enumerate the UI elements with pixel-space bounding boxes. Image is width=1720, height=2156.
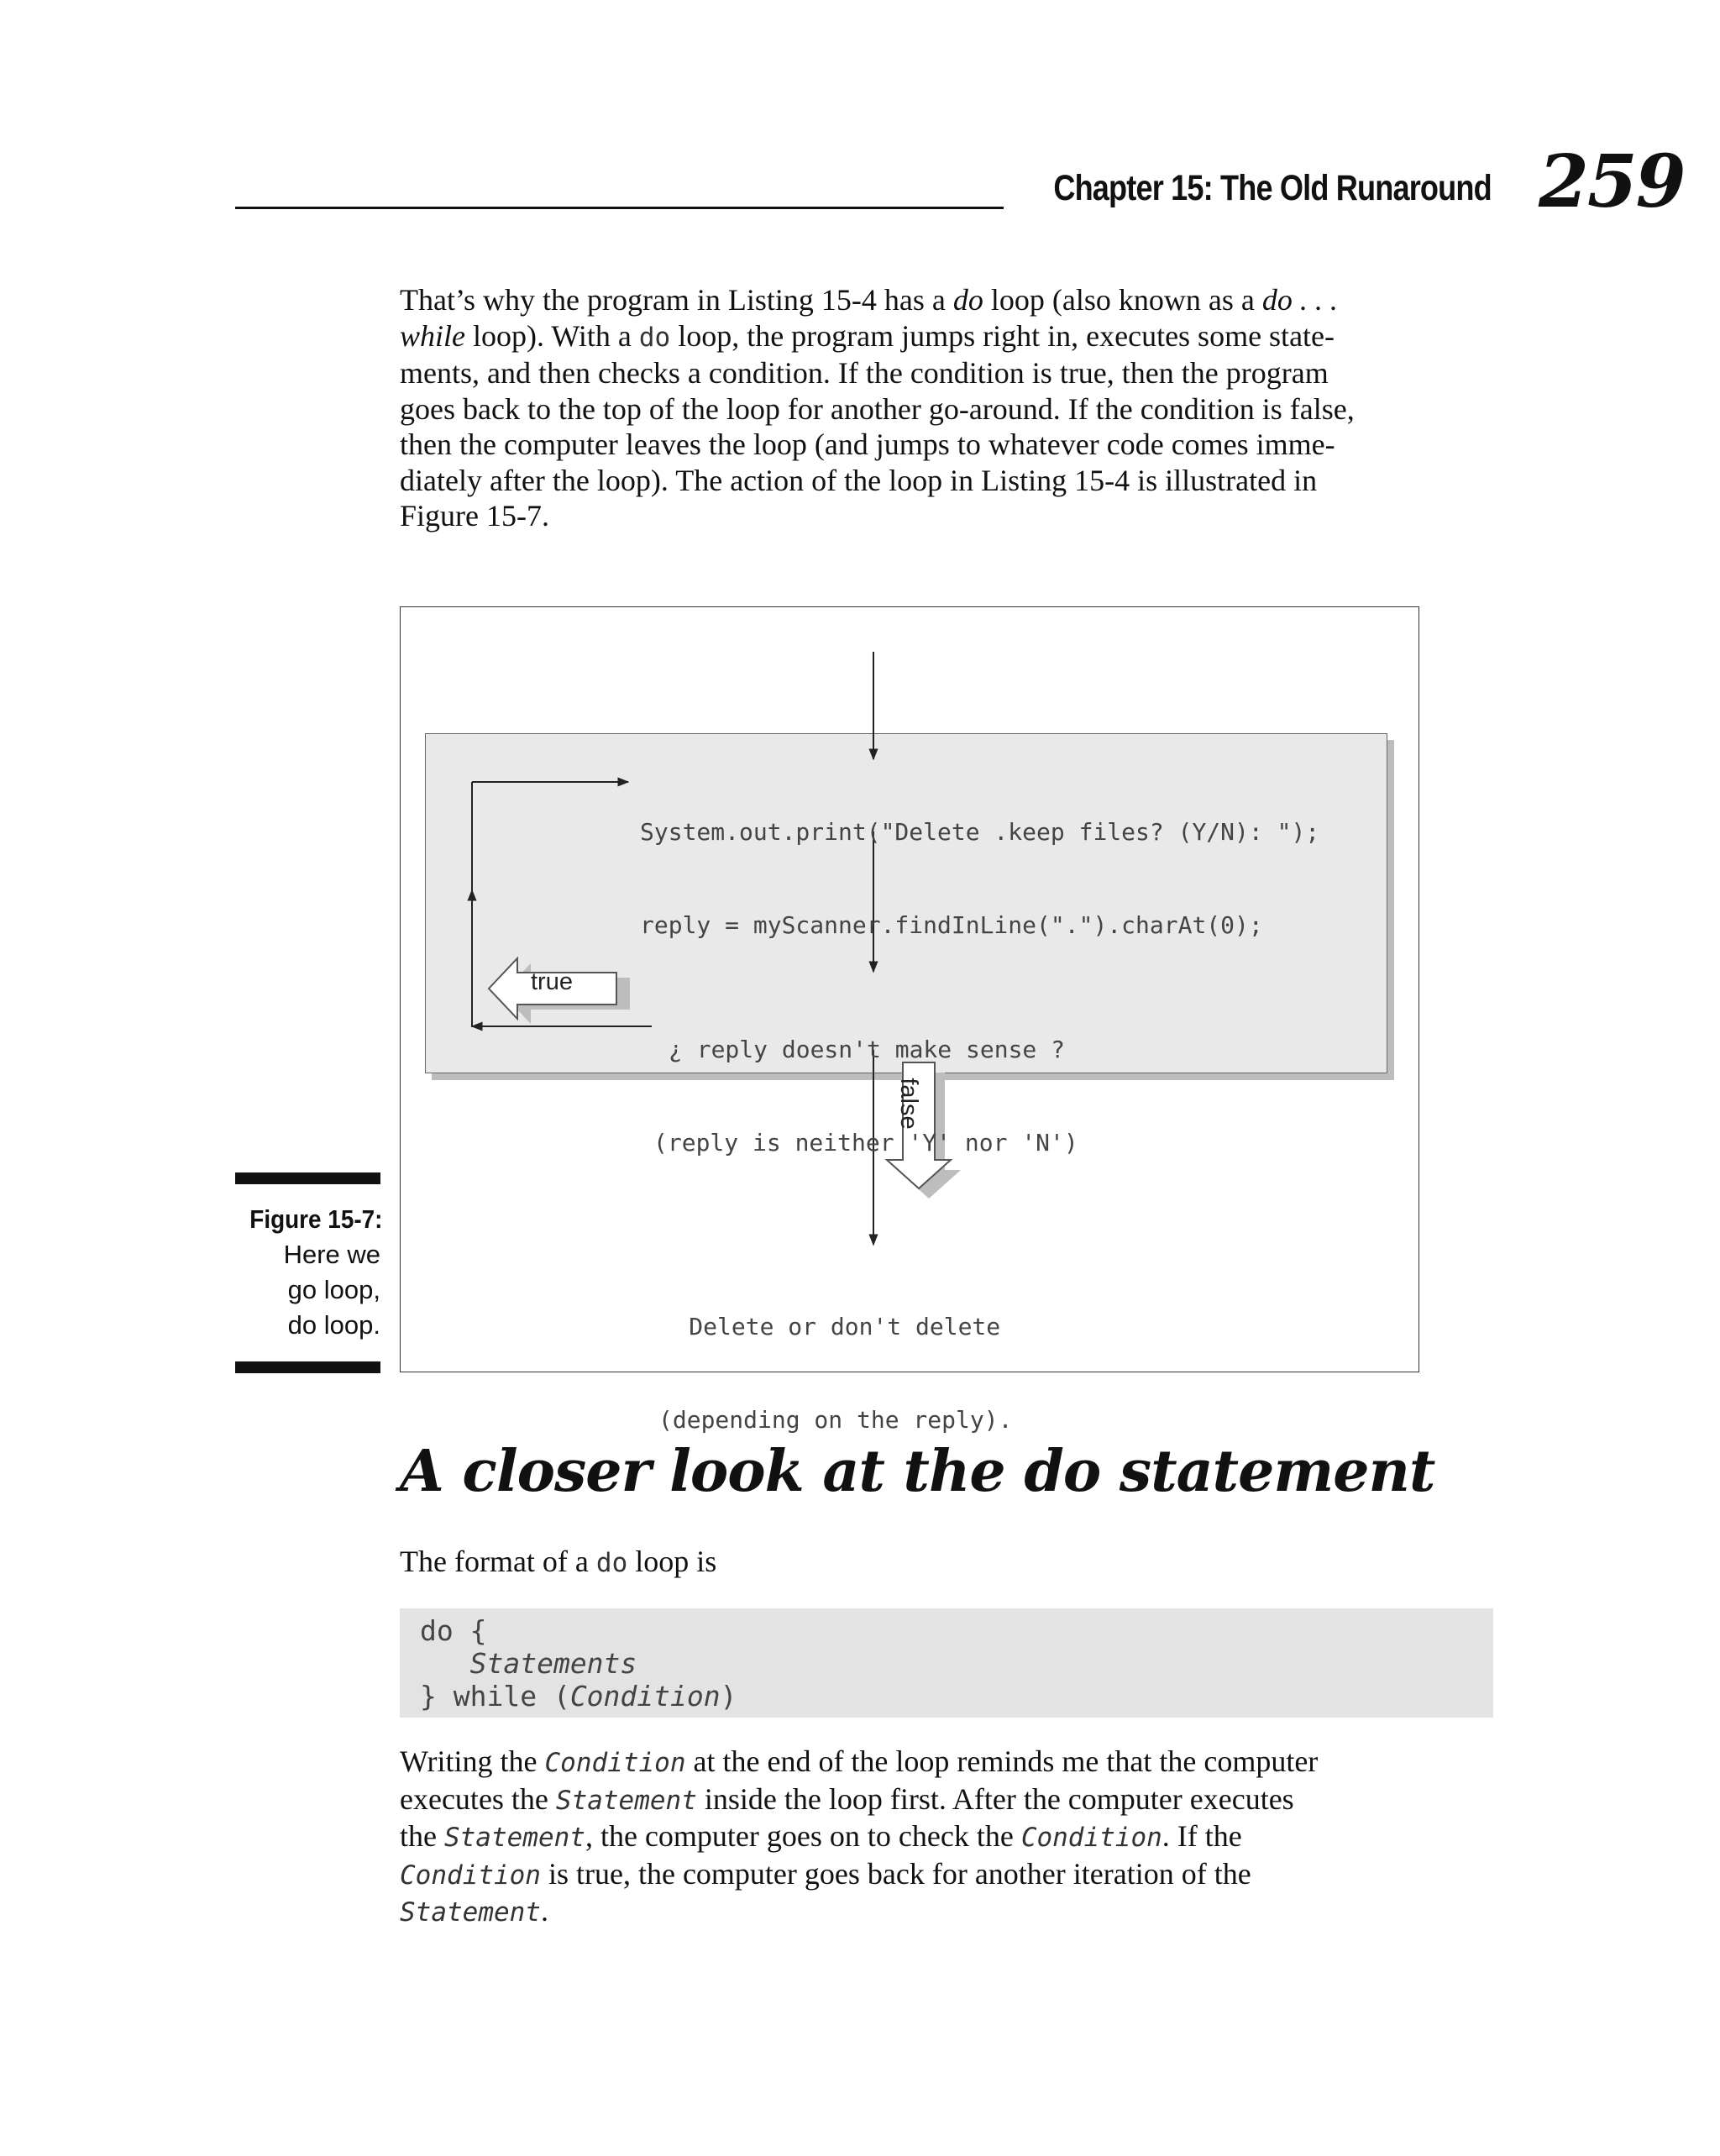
- text-run: , the computer goes on to check the: [585, 1819, 1021, 1853]
- italic-run: do . . .: [1261, 283, 1338, 317]
- text-run: That’s why the program in Listing 15-4 has a: [400, 283, 953, 317]
- text-run: executes the: [400, 1781, 556, 1816]
- text-run: then the computer leaves the loop (and jumps to whatever code comes imme-: [400, 428, 1335, 461]
- caption-bar-top: [235, 1172, 380, 1184]
- inline-code-italic: Statement: [555, 1785, 697, 1816]
- true-label: true: [531, 968, 573, 995]
- text-line: [400, 1781, 1318, 1819]
- figure-code-line: reply = myScanner.findInLine(".").charAt(0);: [640, 911, 1263, 939]
- caption-label: Figure 15-7:: [249, 1204, 383, 1234]
- text-run: loop is: [627, 1545, 717, 1578]
- format-paragraph: [400, 1544, 716, 1582]
- chapter-title: Chapter 15: The Old Runaround: [1053, 168, 1492, 208]
- text-run: diately after the loop). The action of the loop in Listing 15-4 is illustrated in: [400, 463, 1318, 497]
- text-run: Figure 15-7.: [400, 499, 549, 532]
- text-run: is true, the computer goes back for another iteration of the: [540, 1856, 1251, 1891]
- inline-code-italic: Statement: [400, 1897, 541, 1928]
- section-heading: A closer look at the do statement: [400, 1438, 1435, 1505]
- caption-bar-bottom: [235, 1361, 380, 1373]
- closing-paragraph: [400, 1744, 1318, 1931]
- text-line: [400, 1818, 1318, 1856]
- inline-code-italic: Statement: [443, 1823, 585, 1853]
- caption-line: Here we: [283, 1240, 380, 1269]
- inline-code-italic: Condition: [544, 1748, 686, 1778]
- text-run: loop, the program jumps right in, executes some state-: [670, 318, 1335, 353]
- italic-run: while: [400, 318, 465, 353]
- code-block-text: [420, 1614, 737, 1713]
- code-run: do {: [420, 1614, 487, 1647]
- code-placeholder: Statements: [469, 1647, 637, 1680]
- text-run: loop (also known as a: [983, 283, 1262, 317]
- code-line: [420, 1614, 737, 1647]
- result-line: (depending on the reply).: [658, 1406, 1013, 1434]
- figure-condition: [653, 972, 1078, 1189]
- condition-line: ¿ reply doesn't make sense ?: [669, 1036, 1066, 1063]
- result-line: Delete or don't delete: [689, 1313, 1001, 1340]
- text-run: the: [400, 1819, 444, 1853]
- figure-code-line: System.out.print("Delete .keep files? (Y/N): ");: [640, 818, 1320, 846]
- code-run: } while (: [420, 1680, 570, 1713]
- figure-caption: [235, 1202, 383, 1343]
- text-run: . If the: [1162, 1819, 1242, 1853]
- code-line: [420, 1647, 737, 1680]
- inline-code-italic: Condition: [400, 1860, 541, 1891]
- false-label: false: [895, 1078, 922, 1130]
- text-line: [400, 1544, 716, 1582]
- figure-result: [658, 1249, 1013, 1466]
- text-run: ments, and then checks a condition. If the condition is true, then the program: [400, 356, 1329, 390]
- code-run: ): [720, 1680, 737, 1713]
- inline-code-italic: Condition: [1020, 1823, 1162, 1853]
- text-run: inside the loop first. After the computer executes: [696, 1781, 1294, 1816]
- text-line: [400, 1856, 1318, 1894]
- page-number: 259: [1539, 139, 1685, 224]
- text-run: at the end of the loop reminds me that the computer: [685, 1744, 1319, 1778]
- text-run: goes back to the top of the loop for another go-around. If the condition is false,: [400, 391, 1355, 426]
- text-line: [400, 1744, 1318, 1781]
- text-line: [400, 1893, 1318, 1931]
- italic-run: do: [952, 283, 983, 317]
- inline-code: do: [638, 322, 671, 353]
- inline-code: do: [595, 1548, 628, 1578]
- condition-line: (reply is neither 'Y' nor 'N'): [653, 1129, 1078, 1157]
- figure-code-lines: [640, 754, 1319, 972]
- caption-line: go loop,: [287, 1275, 380, 1304]
- text-run: Writing the: [400, 1744, 545, 1778]
- text-run: loop). With a: [465, 318, 639, 353]
- code-line: [420, 1680, 737, 1713]
- text-run: .: [540, 1894, 548, 1928]
- code-run: [420, 1647, 470, 1680]
- text-run: The format of a: [400, 1545, 596, 1578]
- code-placeholder: Condition: [569, 1680, 721, 1713]
- caption-line: do loop.: [287, 1310, 380, 1340]
